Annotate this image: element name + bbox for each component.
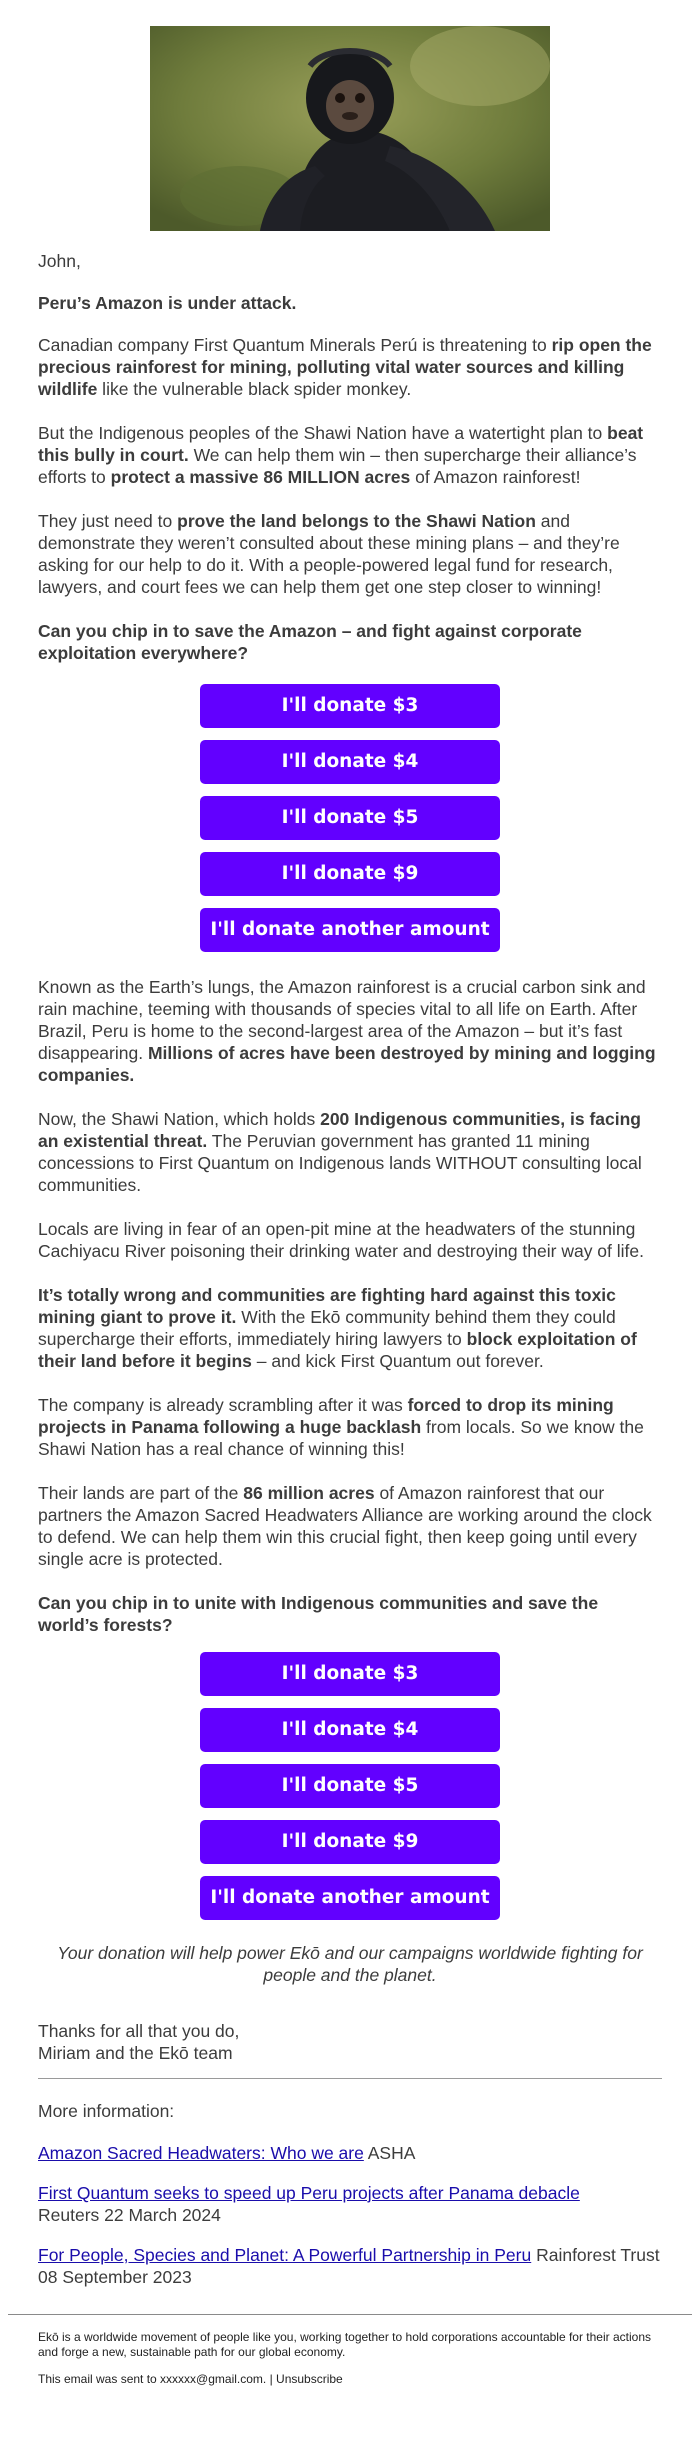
footer-about: Ekō is a worldwide movement of people like you, working together to hold corporations accountable for their actions and forge a new, sustainable path for our global economy. — [38, 2330, 652, 2359]
p7-text-b: With the Ekō community behind them they could supercharge their efforts, immediately hiring lawyers to — [38, 1307, 616, 1349]
donate-3-button[interactable]: I'll donate $3 — [200, 1652, 500, 1696]
signoff-line-2: Miriam and the Ekō team — [38, 2043, 233, 2063]
paragraph-2 — [38, 422, 662, 488]
paragraph-7 — [38, 1284, 662, 1372]
p8-text-c: from locals. So we know the Shawi Nation has a real chance of winning this! — [38, 1417, 644, 1459]
p2-text-e: of Amazon rainforest! — [410, 467, 581, 487]
p3-text-a: They just need to — [38, 511, 178, 531]
p5-text-c: The Peruvian government has granted 11 mining concessions to First Quantum on Indigenous lands WITHOUT consulting local communities. — [38, 1131, 642, 1195]
ask-1-text: Can you chip in to save the Amazon – and fight against corporate exploitation everywhere? — [38, 621, 582, 663]
reference-2 — [38, 2182, 662, 2226]
p9-text-a: Their lands are part of the — [38, 1483, 244, 1503]
p8-text-a: The company is already scrambling after it was — [38, 1395, 408, 1415]
reference-1 — [38, 2142, 662, 2164]
p4-text-a: Known as the Earth’s lungs, the Amazon rainforest is a crucial carbon sink and rain machine, teeming with thousands of species vital to all life on Earth. After Brazil, Peru is home to the second-largest area of the Amazon – but it’s fast disappearing. — [38, 977, 646, 1063]
donate-5-button[interactable]: I'll donate $5 — [200, 796, 500, 840]
reference-source: Rainforest Trust 08 September 2023 — [38, 2245, 660, 2287]
p7-text-d: – and kick First Quantum out forever. — [251, 1351, 544, 1371]
footer-divider — [8, 2314, 692, 2315]
more-info — [38, 2100, 662, 2122]
donate-other-button[interactable]: I'll donate another amount — [200, 908, 500, 952]
p3-bold: prove the land belongs to the Shawi Nation — [177, 511, 536, 531]
ask-1 — [38, 620, 662, 664]
paragraph-9 — [38, 1482, 662, 1570]
p4-bold: Millions of acres have been destroyed by mining and logging companies. — [38, 1043, 656, 1085]
p2-text-c: We can help them win – then supercharge their alliance’s efforts to — [38, 445, 637, 487]
reference-link-asha[interactable]: Amazon Sacred Headwaters: Who we are — [38, 2143, 364, 2163]
p9-bold: 86 million acres — [243, 1483, 375, 1503]
divider — [38, 2078, 662, 2079]
reference-link-rainforest-trust[interactable]: For People, Species and Planet: A Powerful Partnership in Peru — [38, 2245, 532, 2265]
paragraph-4 — [38, 976, 662, 1086]
donate-3-button[interactable]: I'll donate $3 — [200, 684, 500, 728]
p1-text-a: Canadian company First Quantum Minerals Perú is threatening to — [38, 335, 552, 355]
p7-bold-c: block exploitation of their land before it begins — [38, 1329, 637, 1371]
p2-bold-b: beat this bully in court. — [38, 423, 644, 465]
paragraph-1 — [38, 334, 662, 400]
p9-text-c: of Amazon rainforest that our partners the Amazon Sacred Headwaters Alliance are working around the clock to defend. We can help them win this crucial fight, then keep going until every single acre is protected. — [38, 1483, 652, 1569]
p7-bold-a: It’s totally wrong and communities are fighting hard against this toxic mining giant to prove it. — [38, 1285, 616, 1327]
signoff-line-1: Thanks for all that you do, — [38, 2021, 240, 2041]
reference-source: Reuters 22 March 2024 — [38, 2205, 221, 2225]
p8-bold: forced to drop its mining projects in Panama following a huge backlash — [38, 1395, 614, 1437]
footer-sent: This email was sent to xxxxxx@gmail.com. | Unsubscribe — [38, 2372, 343, 2386]
donate-4-button[interactable]: I'll donate $4 — [200, 740, 500, 784]
more-info-label: More information: — [38, 2101, 175, 2121]
paragraph-8 — [38, 1394, 662, 1460]
ask-2-text: Can you chip in to unite with Indigenous communities and save the world’s forests? — [38, 1593, 599, 1635]
donate-9-button[interactable]: I'll donate $9 — [200, 852, 500, 896]
paragraph-3 — [38, 510, 662, 598]
paragraph-5 — [38, 1108, 662, 1196]
p2-text-a: But the Indigenous peoples of the Shawi Nation have a watertight plan to — [38, 423, 608, 443]
reference-source: ASHA — [363, 2143, 416, 2163]
p5-text-a: Now, the Shawi Nation, which holds — [38, 1109, 321, 1129]
p1-bold: rip open the precious rainforest for mining, polluting vital water sources and killing wildlife — [38, 335, 652, 399]
closing-note — [38, 1942, 662, 1986]
headline — [38, 292, 662, 314]
headline-text: Peru’s Amazon is under attack. — [38, 293, 297, 313]
spider-monkey-photo — [150, 26, 550, 231]
p6-text: Locals are living in fear of an open-pit mine at the headwaters of the stunning Cachiyacu River poisoning their drinking water and destroying their way of life. — [38, 1219, 644, 1261]
p3-text-c: and demonstrate they weren’t consulted about these mining plans – and they’re asking for our help to do it. With a people-powered legal fund for research, lawyers, and court fees we can help them get one step closer to winning! — [38, 511, 620, 597]
donate-5-button[interactable]: I'll donate $5 — [200, 1764, 500, 1808]
paragraph-6 — [38, 1218, 662, 1262]
signoff — [38, 2020, 662, 2064]
donate-other-button[interactable]: I'll donate another amount — [200, 1876, 500, 1920]
reference-link-reuters[interactable]: First Quantum seeks to speed up Peru projects after Panama debacle — [38, 2183, 580, 2203]
p2-bold-d: protect a massive 86 MILLION acres — [110, 467, 411, 487]
greeting — [38, 250, 662, 272]
ask-2 — [38, 1592, 662, 1636]
donate-9-button[interactable]: I'll donate $9 — [200, 1820, 500, 1864]
greeting-text: John, — [38, 251, 81, 271]
closing-italic-text: Your donation will help power Ekō and our campaigns worldwide fighting for people and the planet. — [57, 1943, 643, 1985]
p5-bold: 200 Indigenous communities, is facing an existential threat. — [38, 1109, 641, 1151]
donate-4-button[interactable]: I'll donate $4 — [200, 1708, 500, 1752]
p1-text-c: like the vulnerable black spider monkey. — [97, 379, 412, 399]
reference-3 — [38, 2244, 662, 2288]
